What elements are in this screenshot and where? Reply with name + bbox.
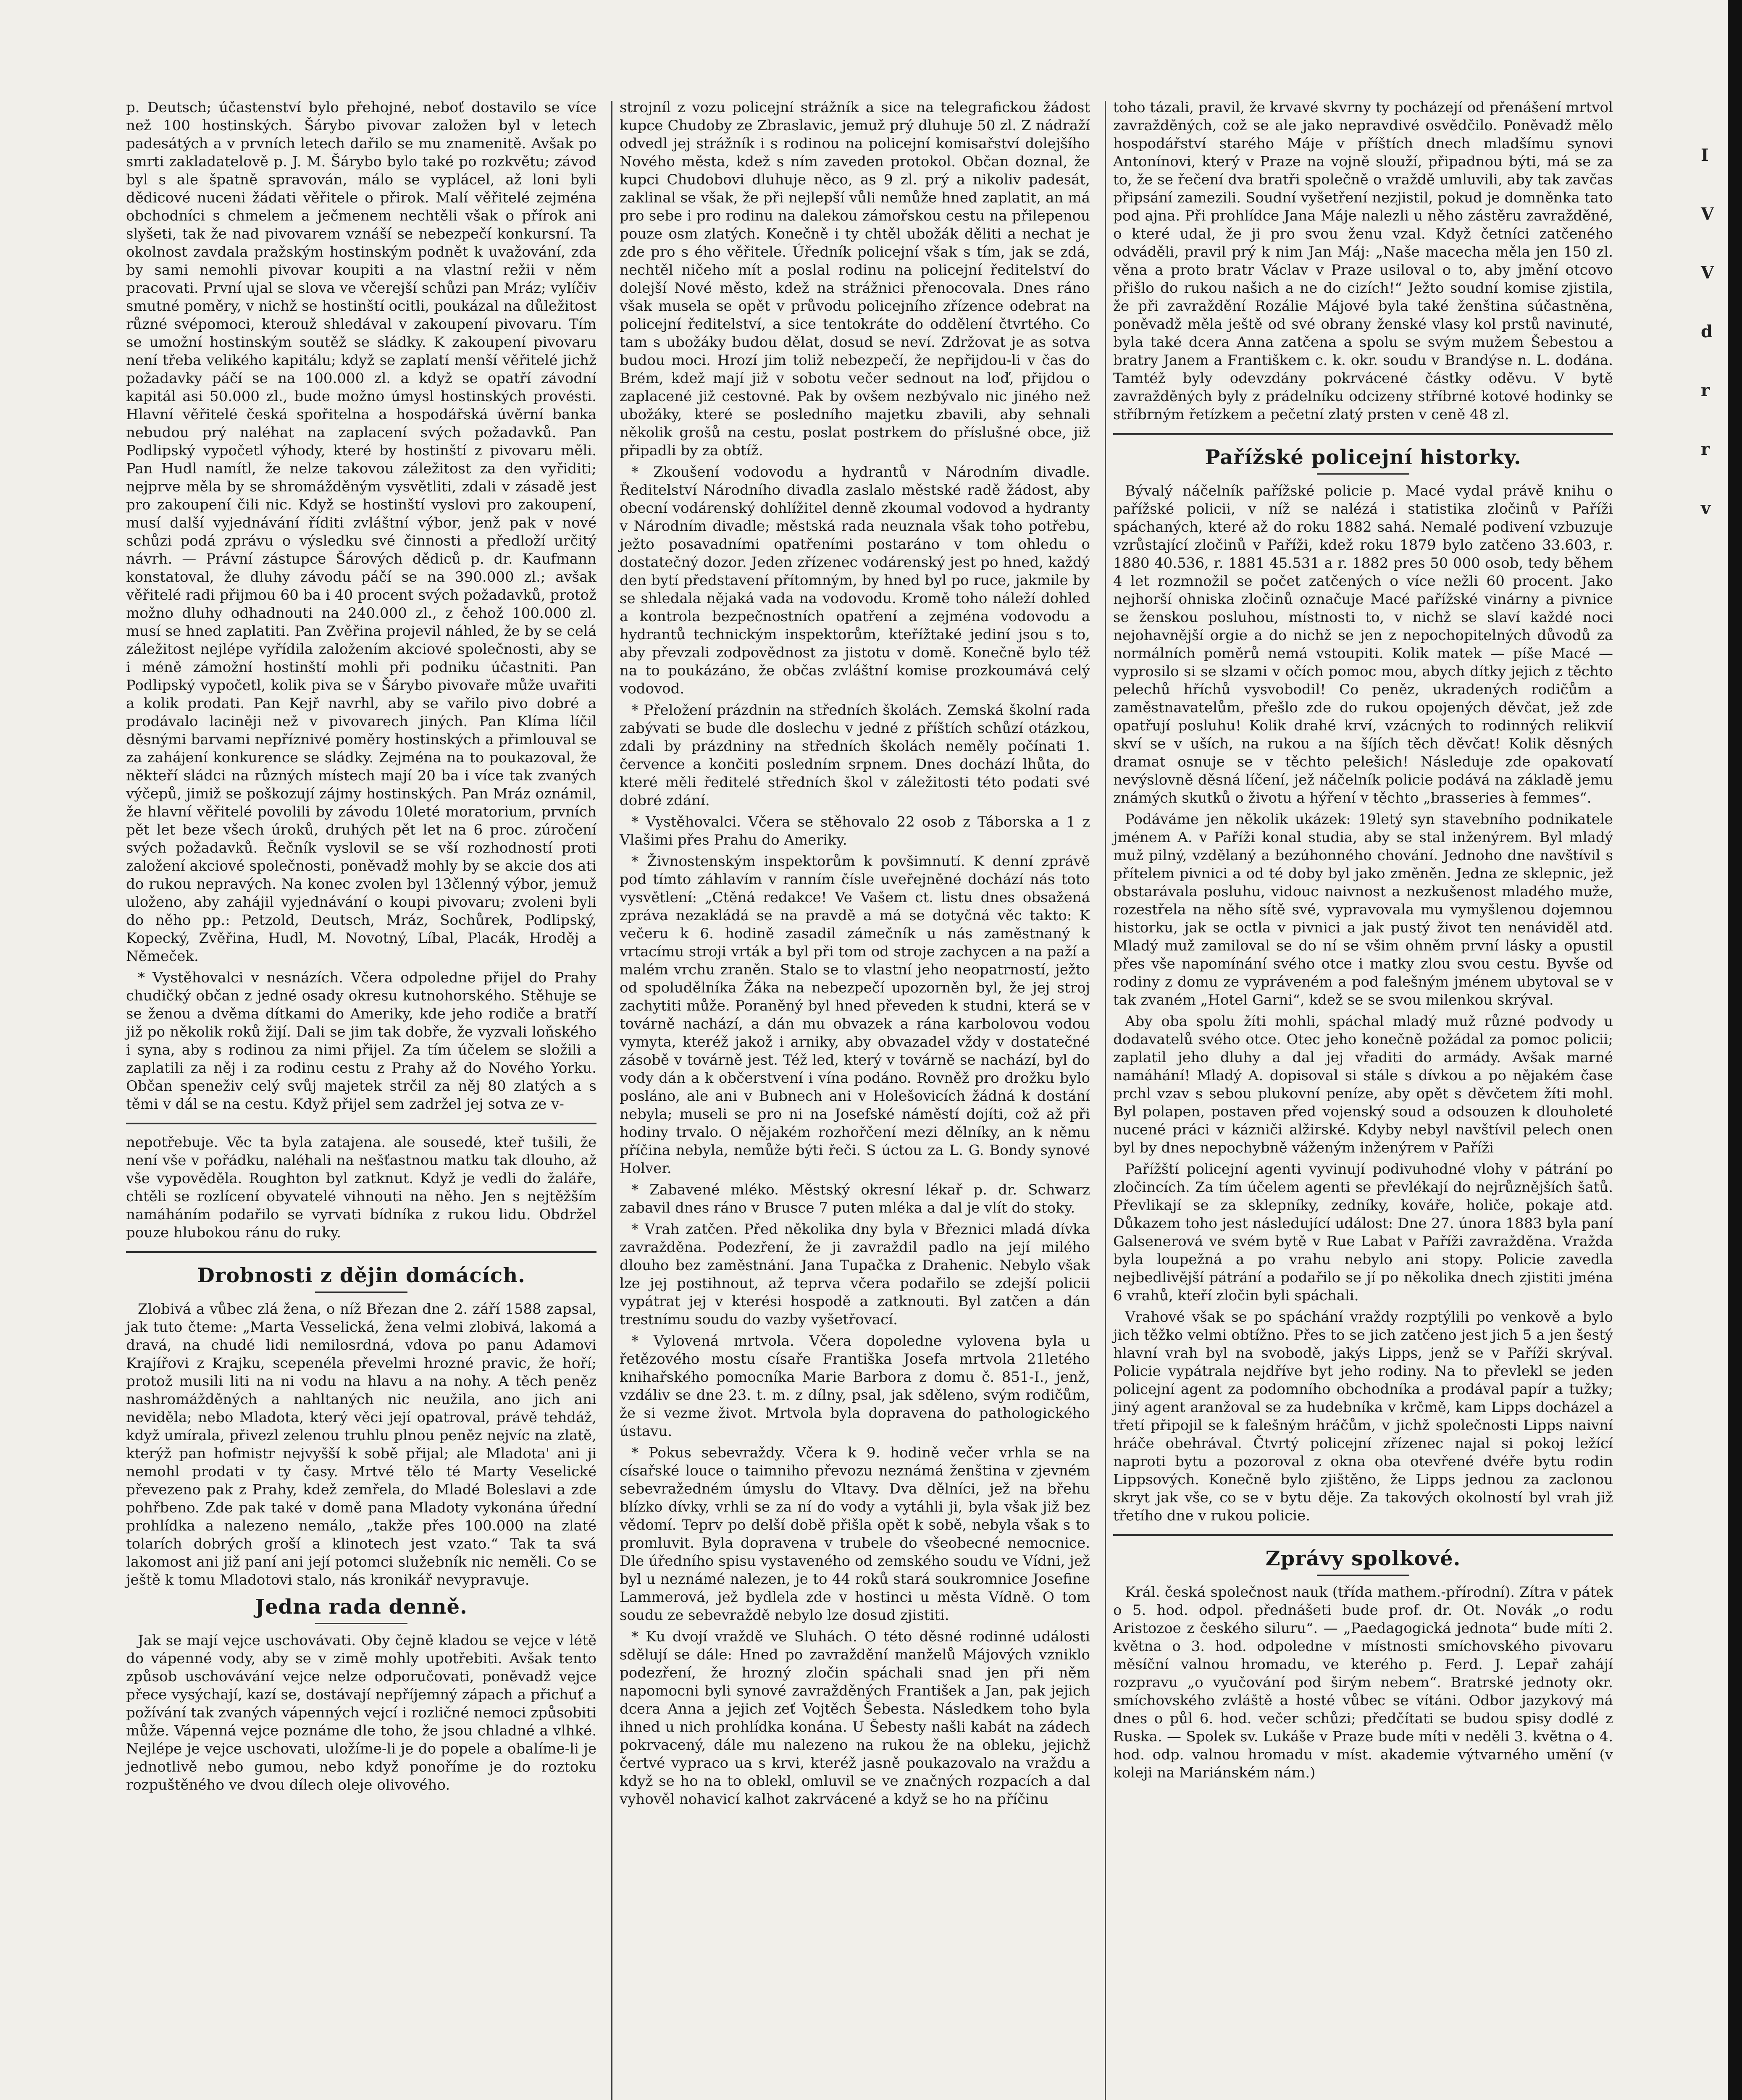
scan-border xyxy=(1728,0,1742,2100)
paris-police-agents: Pařížští policejní agenti vyvinují podivuhodné vlohy v pátrání po zločincích. Za tím účelem agenti se převlékají do nejrůznějších šatů. Převlikají se za sklepníky, zedníky, kováře, holiče, pokaje atd. Důkazem toho jest následující událost: Dne 27. února 1883 byla paní Galsenerová ve svém bytě v Rue Labat v Paříži zavražděna. Vražda byla loupežná a po vrahu nebylo ani stopy. Policie zavedla nejbedlivější pátrání a podařilo se jí po několika dnech zjistiti jména 6 vrahů, kteří zločin byli spáchali. xyxy=(1113,1161,1613,1304)
paris-police-story-2: Aby oba spolu žíti mohli, spáchal mladý muž různé podvody u dodavatelů svého otce. Otec jeho konečně požádal za pomoc policii; zaplatil jeho dluhy a dal jej vřaditi do armády. Avšak marné namáhání! Mladý A. dopisoval si stále s dívkou a po nějakém čase prchl vzav s sebou plukovní peníze, aby opět s děvčetem žíti mohl. Byl polapen, postaven před vojenský soud a odsouzen k dlouholeté nucené práci v kázniči alžirské. Kdyby nebyl navštívil pelech onen byl by dnes nepochybně váženým inženýrem v Paříži xyxy=(1113,1013,1613,1156)
title-underline xyxy=(1317,1575,1409,1576)
school-holidays: * Přeložení prázdnin na středních školách. Zemská školní rada zabývati se bude dle doslechu v jedné z příštích schůzí otázkou, zdali by prázdniny na středních školách neměly počínati 1. července a končiti posledním srpnem. Dnes dochází lhůta, do které měli ředitelé středních škol v záležitosti této podati své dobré zdání. xyxy=(620,702,1090,809)
suicide-attempt: * Pokus sebevraždy. Včera k 9. hodině večer vrhla se na císařské louce o taimniho převozu neznámá ženština v zjevném sebevražedném úmyslu do Vltavy. Dva dělníci, jež na břehu blízko dívky, vrhli se za ní do vody a vytáhli ji, byla však již bez vědomí. Teprv po delší době přišla opět k sobě, nebyla však s to promluvit. Byla dopravena v trubele do všeobecné nemocnice. Dle úředního spisu vystaveného od zemského soudu ve Vídni, jež byl u neznámé nalezen, je to 44 roků stará soukromnice Josefine Lammerová, jež bydlela zde v hostinci u města Vídně. O tom soudu ze sebevraždě nebylo lze dosud zjistiti. xyxy=(620,1444,1090,1624)
double-murder-continued: toho tázali, pravil, že krvavé skvrny ty pocházejí od přenášení mrtvol zavražděných, což se ale jako nepravdivé osvědčilo. Poněvadž mělo hospodářství starého Máje v příštích dnech mladšímu synovi Antonínovi, který v Praze na vojně slouží, připadnou býti, má se za to, že se řečení dva bratři společně o vraždě umluvili, aby tak zavčas připsání zamezili. Soudní vyšetření nezjistil, pokud je domněnka tato pod ajna. Při prohlídce Jana Máje nalezli u něho zástěru zavražděné, o které udal, že ji pro svou ženu vzal. Když četníci zatčeného odváděli, pravil prý k nim Jan Máj: „Naše macecha měla jen 150 zl. věna a proto bratr Václav v Praze usiloval o to, aby jmění otcovo přišlo do rukou našich a ne do cizích!“ Ježto soudní komise zjistila, že při zavraždění Rozálie Májové byla také ženština súčastněna, poněvadž měla ještě od své obrany ženské vlasy kol prstů navinuté, byla také dcera Anna zatčena a spolu se svým mužem Šebestou a bratry Janem a Františkem c. k. okr. soudu v Brandýse n. L. dodána. Tamtéž byly odevzdány pokrvácené částky oděvu. V bytě zavražděných byly z prádelníku odcizeny stříbrné kotové hodinky se stříbrným řetízkem a pečetní zlatý prsten v ceně 48 zl. xyxy=(1113,99,1613,423)
club-news-article: Král. česká společnost nauk (třída mathem.-přírodní). Zítra v pátek o 5. hod. odpol. přednášeti bude prof. dr. Ot. Novák „o rodu Aristozoe z českého siluru“. — „Paedagogická jednota“ bude míti 2. května o 3. hod. odpoledne v místnosti smíchovského pivovaru měsíční valnou hromadu, ve kterého p. Ferd. J. Lepař zahájí rozpravu „o vyučování pod širým nebem“. Bratrské jednoty okr. smíchovského zvláště a hosté vůbec se vítáni. Odbor jazykový má dnes o půl 6. hod. večer schůzi; předčítati se budou spisy dodlé z Ruska. — Spolek sv. Lukáše v Praze bude míti v neděli 3. května o 4. hod. odp. valnou hromadu v míst. akademie výtvarného umění (v koleji na Mariánském nám.) xyxy=(1113,1584,1613,1781)
body-recovered: * Vylovená mrtvola. Včera dopoledne vylovena byla u řetězového mostu císaře Františka Josefa mrtvola 21letého knihařského pomocníka Marie Barbora z domu č. 851-I., jenž, vzdáliv se dne 23. t. m. z dílny, psal, jak sděleno, svým rodičům, že si vezme život. Mrtvola byla dopravena do pathologického ústavu. xyxy=(620,1333,1090,1440)
edge-letter: r xyxy=(1701,381,1710,400)
section-divider xyxy=(1113,433,1613,435)
section-divider xyxy=(126,1251,596,1253)
column-3 xyxy=(1113,99,1613,1785)
next-page-edge-letters xyxy=(1701,126,1718,538)
section-title-daily-advice: Jedna rada denně. xyxy=(255,1595,468,1619)
paris-police-intro: Bývalý náčelník pařížské policie p. Macé vydal právě knihu o pařížské policii, v níž se nalézá i statistika zločinů v Paříži spáchaných, které až do roku 1882 sahá. Nemalé podivení vzbuzuje vzrůstající zločinů v Paříži, kdež roku 1879 bylo zatčeno 33.603, r. 1880 40.536, r. 1881 45.531 a r. 1882 pres 50 000 osob, tedy během 4 let rozmnožil se počet zatčených o více nežli 60 procent. Jako nejhorší ohniska zločinů označuje Macé pařížské vinárny a pivnice se ženskou posluhou, místnosti to, v nichž se slaví každé noci nejohavnější orgie a do nichž se jen z nepochopitelných důvodů za normálních poměrů nemá vstoupiti. Kolik matek — píše Macé — vyprosilo si se slzami v očích pomoc mou, abych dítky jejich z těchto pelechů hříchů vysvobodil! Co peněz, ukradených rodičům a zaměstnavatelům, přešlo zde do rukou opojených děvčat, jež zde opatřují posluhu! Kolik drahé krví, vzácných to rodinných relikvií skví se v uších, na rukou a na šíjích těch děvčat! Kolik děsných dramat osnuje se v těchto pelešich! Následuje zde opakovatí nevýslovně děsná líčení, jež náčelník policie podává na základě jemu známých skutků o životu a hýření v těchto „brasseries à femmes“. xyxy=(1113,483,1613,806)
edge-letter: V xyxy=(1701,204,1714,224)
emigrants-note: * Vystěhovalci. Včera se stěhovalo 22 osob z Táborska a 1 z Vlašimi přes Prahu do Ameriky. xyxy=(620,814,1090,848)
section-divider xyxy=(126,1123,596,1124)
paris-police-story-1: Podáváme jen několik ukázek: 19letý syn stavebního podnikatele jménem A. v Paříži konal studia, aby se stal inženýrem. Byl mladý muž pilný, vzdělaný a bezúhonného chování. Jednoho dne navštívil s přítelem pivnici a od té doby byl jako změněn. Jedna ze sklepnic, jež obstarávala posluhu, vidouc naivnost a nezkušenost mladého muže, rozestřela na něho sítě své, vypravovala mu vymyšlenou dojemnou historku, jak se octla v pivnici a jak pustý život ten nenáviděl atd. Mladý muž zamiloval se do ní se všim ohněm první lásky a opustil přes vše napomínání svého otce i matky zlou svou cestu. Byvše od rodiny z domu ze vypráveném a pod falešným jménem ubytoval se v tak zvaném „Hotel Garni“, kdež se se svou milenkou skrýval. xyxy=(1113,811,1613,1008)
emigrants-continued: strojníl z vozu policejní strážník a sice na telegrafickou žádost kupce Chudoby ze Zbraslavic, jemuž prý dluhuje 50 zl. Z nádraží odvedl jej strážník i s rodinou na policejní komisařství dolejšího Nového města, kdež s ním zaveden protokol. Občan doznal, že kupci Chudobovi dluhuje něco, as 9 zl. prý a nikoliv padesát, zaklinal se však, že při nejlepší vůli nemůže hned zaplatit, an má pro sebe i pro rodinu na dalekou zámořskou cestu na přilepenou pouze osm zlatých. Konečně i ty chtěl ubožák děliti a nechat je zde pro s ého věřitele. Úředník policejní však s tím, jak se zdá, nechtěl ničeho mít a poslal rodinu na policejní ředitelství do dolejší Nové město, kdež na strážnici přenocovala. Dnes ráno však musela se opět v průvodu policejního zřízence odebrat na policejní ředitelství, a sice tentokráte do oddělení čtvrtého. Co tam s ubožáky budou dělat, dosud se neví. Zdržovat je as sotva budou moci. Hrozí jim toliž nebezpečí, že nepřijdou-li v čas do Brém, kdež mají již v sobotu večer sednout na loď, přijdou o zaplacené již cestovné. Pak by ovšem nezbývalo nic jiného než ubožáky, které se posledního majetku zbavili, aby sehnali několik grošů na cestu, poslat postrkem do příslušné obce, již připadli by za obtíž. xyxy=(620,99,1090,459)
history-article: Zlobivá a vůbec zlá žena, o níž Březan dne 2. září 1588 zapsal, jak tuto čteme: „Marta Vesselická, žena velmi zlobivá, lakomá a dravá, na chudé lidi nemilosrdná, vdova po panu Adamovi Krajířovi z Krajku, scepenéla převelmi hrozné pravic, že hoří; protož musili liti na ni vodu na hlavu a na nohy. A těch peněz nashromážděných a nahltaných nic neužila, ano jich ani neviděla; nebo Mladota, který věci její opatroval, právě tehdáž, když umírala, přivezl zelenou truhlu plnou peněz nejvíc na zlatě, kterýž pan hofmistr nejvyšší k sobě přijal; ale Mladota' ani ji nemohl prodati v ty časy. Mrtvé tělo té Marty Veselické převezeno pak z Prahy, kdež zemřela, do Mladé Boleslavi a zde pohřbeno. Zde pak také v domě pana Mladoty vykonána úřední prohlídka a nalezeno nemálo, „takže přes 100.000 na zlaté tolarích dobrých groší a klinotech jest vzato.“ Tak ta svá lakomost ani již paní ani její potomci služebník nic neměli. Co se ještě k tomu Mladotovi stalo, nás kronikář nevypravuje. xyxy=(126,1301,596,1588)
roughton-story: nepotřebuje. Věc ta byla zatajena. ale sousedé, kteř tušili, že není vše v pořádku, naléhali na nešťastnou matku tak dlouho, až vše vypověděla. Roughton byl zatknut. Když je vedli do žaláře, chtěli se rozlícení obyvatelé vihnouti na něho. Jen s nejtěžším namáháním podařilo se vyrvati bídníka z rukou lidu. Obdržel pouze hlubokou ránu do ruky. xyxy=(126,1134,596,1241)
section-title-paris-police: Pařížské policejní historky. xyxy=(1205,446,1521,469)
edge-letter: V xyxy=(1701,263,1714,283)
title-underline xyxy=(1317,473,1409,475)
theatre-water-supply: * Zkoušení vodovodu a hydrantů v Národním divadle. Ředitelství Národního divadla zaslalo městské radě žádost, aby obecní vodárenský dohlížitel denně zkoumal vodovod a hydranty v Národním divadle; městská rada neuznala však toho potřebu, ježto posavadními opatřeními postaráno v tom ohledu o dostatečný dozor. Jeden zřízenec vodárenský jest po hned, každý den bytí představení přítomným, by hned byl po ruce, jakmile by se shledala nějaká vada na vodovodu. Kromě toho náleží dohled a kontrola bezpečnostních opatření a zejména vodovodu a hydrantů technickým inspektorům, kteřížtaké jediní jsou s to, aby převzali zodpovědnost za jistotu v domě. Konečně bylo též na to poukázáno, že občas zvláštní komise prozkoumává celý vodovod. xyxy=(620,464,1090,697)
section-title-history: Drobnosti z dějin domácích. xyxy=(197,1264,525,1287)
column-1 xyxy=(126,99,596,1798)
emigrants-story: * Vystěhovalci v nesnázích. Včera odpoledne přijel do Prahy chudičký občan z jedné osady okresu kutnohorského. Stěhuje se se ženou a dvěma dítkami do Ameriky, kde jeho rodiče a bratří již po několik roků žijí. Dali se jim tak dobře, že vyzvali loňského i syna, aby s rodinou za nimi přijel. Za tím účelem se složili a zaplatili za něj i za rodinu cestu z Prahy až do Nového Yorku. Občan speneživ celý svůj majetek strčil za něj 80 zlatých a s těmi v dál se na cestu. Když přijel sem zadržel jej sotva ze v- xyxy=(126,969,596,1113)
edge-letter: v xyxy=(1701,498,1711,518)
edge-letter: d xyxy=(1701,322,1713,341)
edge-letter: I xyxy=(1701,145,1709,165)
edge-letter: r xyxy=(1701,439,1710,459)
section-title-club-news: Zprávy spolkové. xyxy=(1265,1547,1461,1570)
daily-advice-article: Jak se mají vejce uschovávati. Oby čejně kladou se vejce v létě do vápenné vody, aby se v zimě mohly upotřebiti. Avšak tento způsob uschovávání vejce nelze odporučovati, poněvadž vejce přece vysýchají, kazí se, dostávají nepříjemný zápach a přichuť a požívání tak zvaných vápenných vejcí i rozličné nemoci způsobiti může. Vápenná vejce poznáme dle toho, že jsou chladné a vlhké. Nejlépe je vejce uschovati, uložíme-li je do popele a obalíme-li je jednotlivě nebo gumou, nebo když ponoříme je do roztoku rozpuštěného ve dvou dílech oleje olivového. xyxy=(126,1632,596,1793)
double-murder: * Ku dvojí vraždě ve Sluhách. O této děsné rodinné události sdělují se dále: Hned po zavraždění manželů Májových vzniklo podezření, že hrozný zločin spáchali snad jen při něm napomocni byli synové zavražděných František a Jan, pak jejich dcera Anna a jejich zeť Vojtěch Šebesta. Následkem toho byla ihned u nich prohlídka konána. U Šebesty našli kabát na zádech pokrvacený, dále mu nalezeno na rukou že na obleku, jejichž čertvé vypraco ua s krvi, kteréž jasně poukazovalo na vraždu a když se ho na to oblekl, omluvil se ve značných rozpacích a dal vyhověl nohavicí kalhot zakrvácené a když se ho na příčinu xyxy=(620,1628,1090,1808)
murderer-arrested: * Vrah zatčen. Před několika dny byla v Březnici mladá dívka zavražděna. Podezření, že ji zavraždil padlo na její milého dlouho bez zaměstnání. Jana Tupačka z Drahenic. Nebylo však lze jej postihnout, až teprva včera podařilo se zdejší policii vypátrat jej v kterési hospodě a zatknouti. Byl zatčen a dán trestnímu soudu do vazby vyšetřovací. xyxy=(620,1221,1090,1328)
title-underline xyxy=(315,1623,407,1624)
title-underline xyxy=(315,1292,407,1293)
column-divider xyxy=(611,101,612,2100)
section-divider xyxy=(1113,1534,1613,1536)
column-divider xyxy=(1105,101,1106,2100)
paris-police-lipps: Vrahové však se po spáchání vraždy rozptýlili po venkově a bylo jich těžko velmi obtížno. Přes to se jich zatčeno jest jich 5 a jen šestý hlavní vrah byl na svobodě, jakýs Lipps, jenž se v Paříži skrýval. Policie vypátrala nejdříve byt jeho rodiny. Na to převlekl se jeden policejní agent za podomního obchodníka a prodával papír a tužky; jiný agent aranžoval se za hudebníka v krčmě, kam Lipps docházel a třetí připojil se k falešným hráčům, v jichž společnosti Lipps naivní hráče obehrával. Čtvrtý policejní zřízenec najal si pokoj ležící naproti bytu a pozoroval z okna oba otevřené dvéře bytu rodin Lippsových. Konečně bylo zjištěno, že Lipps jednou za zaclonou skryt jak vše, co se v bytu děje. Za takových okolností byl vrah již třetího dne v rukou policie. xyxy=(1113,1309,1613,1524)
trade-inspectors: * Živnostenským inspektorům k povšimnutí. K denní zprávě pod tímto záhlavím v ranním čísle uveřejněné dochází nás toto vysvětlení: „Ctěná redakce! Ve Vašem ct. listu dnes obsažená zpráva nezakládá se na pravdě a má se dotyčná věc takto: K večeru k 6. hodině zasadil zámečník u nás zaměstnaný k vrtacímu stroji vrták a byl při tom od stroje zachycen a na paží a malém vrchu zraněn. Stalo se to vlastní jeho neopatrností, ježto od spoludělníka Žáka na nebezpečí upozorněn byl, že jej stroj zachytiti může. Poraněný byl hned převeden k studni, která se v továrně nachází, a dán mu obvazek a rána karbolovou vodou vymyta, kteréž jakož i arniky, aby obvazadel vždy v dostatečné zásobě v továrně jest. Též led, který v továrně se nachází, byl do vody dán a k občerstvení i vína podáno. Rovněž pro drožku bylo posláno, ale ani v Bubnech ani v Holešovicích žádná k dostání nebyla; museli se pro ni na Josefské náměstí dojíti, což až při hodiny trvalo. O nějakém rozhořčení mezi dělníky, an k němu příčina nebyla, nemůže býti řeči. S úctou za L. G. Bondy synové Holver. xyxy=(620,853,1090,1177)
column-2 xyxy=(620,99,1090,1812)
seized-milk: * Zabavené mléko. Městský okresní lékař p. dr. Schwarz zabavil dnes ráno v Brusce 7 puten mléka a dal je vlít do stoky. xyxy=(620,1181,1090,1216)
brewery-report: p. Deutsch; účastenství bylo přehojné, neboť dostavilo se více než 100 hostinských. Šárybo pivovar založen byl v letech padesátých a v prvních letech dařilo se mu znamenitě. Avšak po smrti zakladatelově p. J. M. Šárybo bylo také po rozkvětu; závod byl s ale špatně spravován, málo se vyplácel, až loni byli dědicové nuceni žádati věřitele o přirok. Malí věřitelé zejména obchodníci s chmelem a ječmenem nechtěli však o přírok ani slyšeti, tak že nad pivovarem vznáší se nebezpečí konkursní. Ta okolnost zavdala pražským hostinským podnět k uvažování, zda by sami nemohli pivovar koupiti a na vlastní režii v něm pracovati. První ujal se slova ve včerejší schůzi pan Mráz; vylíčiv smutné poměry, v nichž se hostinští ocitli, poukázal na důležitost různé svépomoci, kterouž shledával v zakoupení pivovaru. Tím se umožní hostinským soutěž se sládky. K zakoupení pivovaru není třeba velikého kapitálu; když se zaplatí menší věřitelé jichž požadavky páčí se na 100.000 zl. a když se opatří závodní kapitál asi 50.000 zl., bude možno úmysl hostinských provésti. Hlavní věřitelé česká spořitelna a hospodářská úvěrní banka nebudou prý naléhat na zaplacení svých požadavků. Pan Podlipský vypočetl výhody, které by hostinští z pivovaru měli. Pan Hudl namítl, že nelze takovou záležitost za den vyřiditi; nejprve měla by se shromážděným vysvětliti, zdali v zásadě jest pro zakoupení čili nic. Když se hostinští vyslovi pro zakoupení, musí další vyjednávání říditi zvláštní výbor, jenž pak v nové schůzi podá zprávu o výsledku své činnosti a předloží určitý návrh. — Právní zástupce Šárových dědiců p. dr. Kaufmann konstatoval, že dluhy závodu páčí se na 390.000 zl.; avšak věřitelé radi přijmou 60 ba i 40 procent svých požadavků, protož možno dluhy odhadnouti na 240.000 zl., z čehož 100.000 zl. musí se hned zaplatiti. Pan Zvěřina projevil náhled, že by se celá záležitost nejlépe vyřídila založením akciové společnosti, aby se i méně zámožní hostinští mohli při podniku účastniti. Pan Podlipský vypočetl, kolik piva se v Šárybo pivovaře může uvařiti a kolik prodati. Pan Kejř navrhl, aby se vařilo pivo dobré a prodávalo laciněji než v pivovarech jiných. Pan Klíma líčil děsnými barvami nepříznivé poměry hostinských a přimlouval se za zahájení konkurence se sládky. Zejména na to poukazoval, že někteří sládci na různých místech mají 20 ba i více tak zvaných výčepů, jimiž se poškozují zájmy hostinských. Pan Mráz oznámil, že hlavní věřitelé povolili by závodu 10leté moratorium, prvních pět let beze všech úroků, druhých pět let na 6 proc. zúročení svých požadavků. Řečník vyslovil se se vší rozhodností proti založení akciové společnosti, poněvadž mohly by se akcie dos ati do rukou nepravých. Na konec zvolen byl 13členný výbor, jemuž uloženo, aby zahájil vyjednávání o koupi pivovaru; zvoleni byli do něho pp.: Petzold, Deutsch, Mráz, Sochůrek, Podlipský, Kopecký, Zvěřina, Hudl, M. Novotný, Líbal, Placák, Hroděj a Němeček. xyxy=(126,99,596,965)
